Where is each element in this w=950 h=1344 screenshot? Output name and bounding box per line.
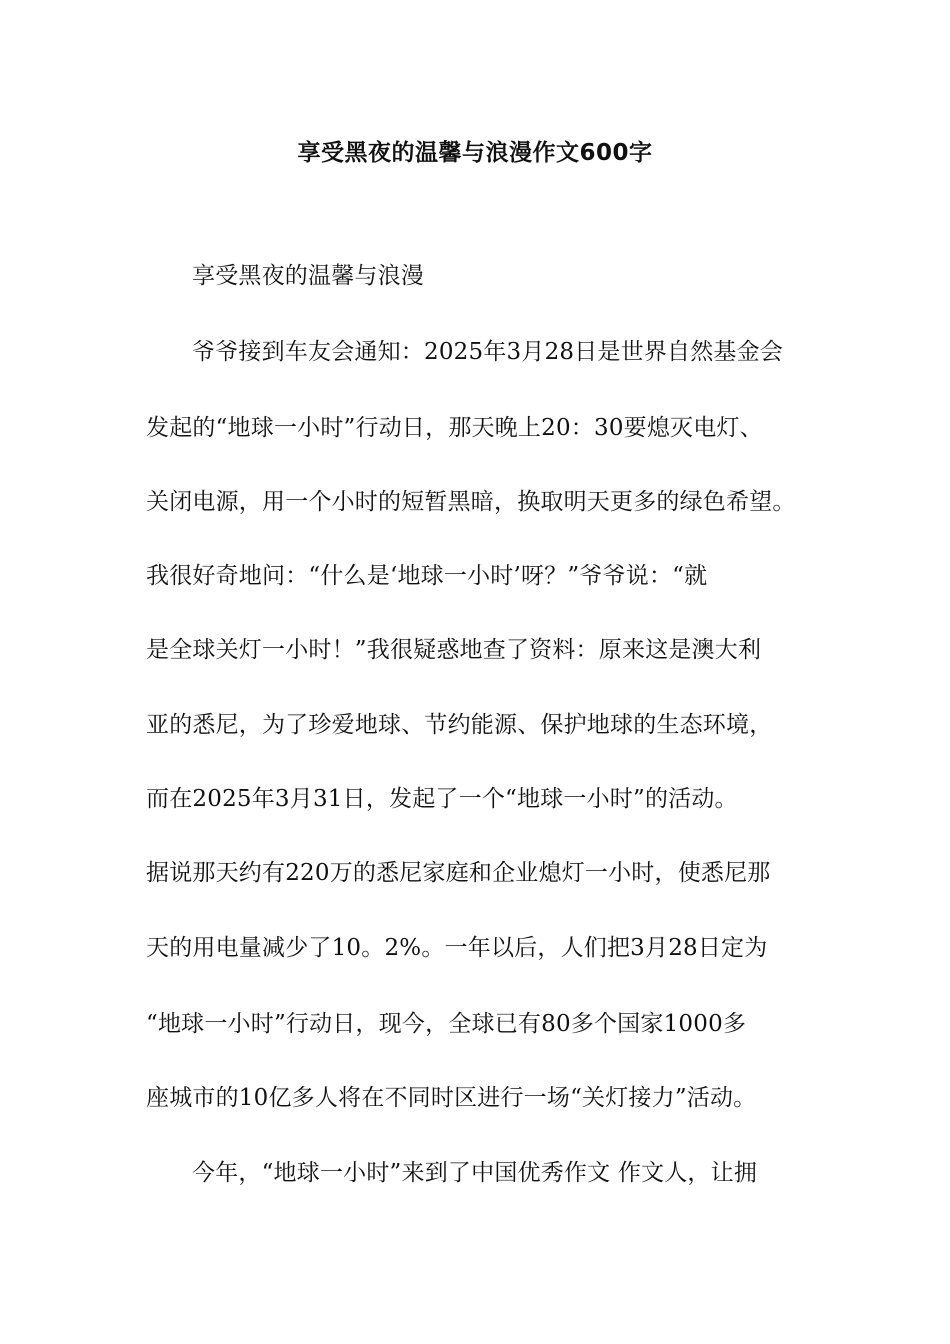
paragraph-line: 座城市的10亿多人将在不同时区进行一场“关灯接力”活动。 <box>146 1085 757 1111</box>
paragraph-line: 据说那天约有220万的悉尼家庭和企业熄灯一小时，使悉尼那 <box>146 860 771 886</box>
paragraph-line: 今年，“地球一小时”来到了中国优秀作文 作文人，让拥 <box>192 1160 758 1186</box>
essay-subtitle: 享受黑夜的温馨与浪漫 <box>192 263 424 289</box>
paragraph-line: 爷爷接到车友会通知：2025年3月28日是世界自然基金会 <box>192 339 784 365</box>
paragraph-line: “地球一小时”行动日，现今，全球已有80多个国家1000多 <box>146 1011 747 1037</box>
document-title: 享受黑夜的温馨与浪漫作文600字 <box>297 140 653 166</box>
paragraph-line: 而在2025年3月31日，发起了一个“地球一小时”的活动。 <box>146 786 738 812</box>
paragraph-line: 天的用电量减少了10。2%。一年以后，人们把3月28日定为 <box>146 935 768 961</box>
paragraph-line: 我很好奇地问：“什么是‘地球一小时’呀？”爷爷说：“就 <box>146 563 708 589</box>
paragraph-line: 关闭电源，用一个小时的短暂黑暗，换取明天更多的绿色希望。 <box>146 489 796 515</box>
paragraph-line: 亚的悉尼，为了珍爱地球、节约能源、保护地球的生态环境， <box>146 712 773 738</box>
paragraph-line: 发起的“地球一小时”行动日，那天晚上20：30要熄灭电灯、 <box>146 415 763 441</box>
paragraph-line: 是全球关灯一小时！”我很疑惑地查了资料：原来这是澳大利 <box>146 637 762 663</box>
